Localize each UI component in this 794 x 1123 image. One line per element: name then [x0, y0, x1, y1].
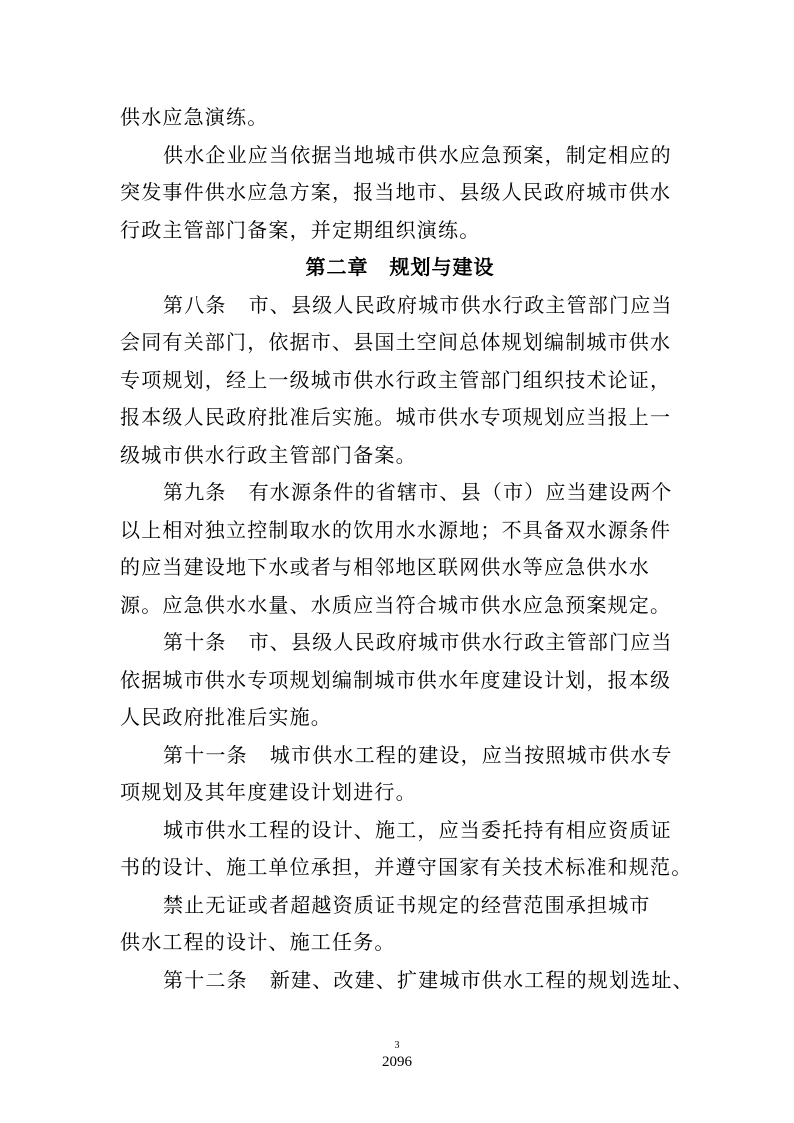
article-text: 有水源条件的省辖市、县（市）应当建设两个	[248, 480, 673, 504]
chapter-heading: 第二章 规划与建设	[305, 255, 495, 279]
body-text-line: 行政主管部门备案，并定期组织演练。	[120, 217, 481, 242]
page-code: 2096	[382, 1054, 412, 1070]
body-text-line: 项规划及其年度建设计划进行。	[120, 780, 417, 804]
body-text-line: 书的设计、施工单位承担，并遵守国家有关技术标准和规范。	[120, 855, 693, 879]
body-text-line: 的应当建设地下水或者与相邻地区联网供水等应急供水水	[120, 555, 650, 579]
body-text-line: 专项规划，经上一级城市供水行政主管部门组织技术论证，	[120, 367, 672, 392]
article-number: 第十二条	[163, 967, 248, 992]
article-first-line	[120, 624, 680, 662]
body-text-line: 城市供水工程的设计、施工，应当委托持有相应资质证	[163, 817, 672, 842]
article-first-line	[120, 287, 680, 325]
body-text-line: 级城市供水行政主管部门备案。	[120, 442, 417, 467]
page-number: 3	[394, 1040, 400, 1051]
body-text-line: 禁止无证或者超越资质证书规定的经营范围承担城市	[163, 892, 651, 917]
body-text-line: 以上相对独立控制取水的饮用水水源地；不具备双水源条件	[120, 517, 672, 542]
body-text-line: 人民政府批准后实施。	[120, 705, 332, 729]
article-first-line	[120, 962, 694, 1000]
article-text: 城市供水工程的建设，应当按照城市供水专	[269, 742, 673, 767]
body-text-line: 源。应急供水水量、水质应当符合城市供水应急预案规定。	[120, 592, 672, 617]
article-number: 第八条	[163, 292, 227, 317]
document-body	[120, 99, 694, 999]
article-number: 第十一条	[163, 742, 248, 767]
body-text-line: 突发事件供水应急方案，报当地市、县级人民政府城市供水	[120, 180, 672, 204]
article-text: 市、县级人民政府城市供水行政主管部门应当	[248, 292, 673, 317]
article-number: 第九条	[163, 480, 227, 504]
body-text-line: 供水应急演练。	[120, 105, 269, 129]
body-text-line: 供水企业应当依据当地城市供水应急预案，制定相应的	[163, 142, 672, 167]
article-text: 新建、改建、扩建城市供水工程的规划选址、	[269, 967, 694, 992]
body-text-line: 供水工程的设计、施工任务。	[120, 930, 396, 954]
body-text-line: 会同有关部门，依据市、县国土空间总体规划编制城市供水	[120, 330, 672, 354]
article-first-line	[120, 737, 680, 775]
article-first-line	[120, 474, 680, 512]
article-number: 第十条	[163, 630, 227, 654]
body-text-line: 报本级人民政府批准后实施。城市供水专项规划应当报上一	[120, 405, 672, 429]
body-text-line: 依据城市供水专项规划编制城市供水年度建设计划，报本级	[120, 667, 672, 692]
article-text: 市、县级人民政府城市供水行政主管部门应当	[248, 630, 673, 654]
